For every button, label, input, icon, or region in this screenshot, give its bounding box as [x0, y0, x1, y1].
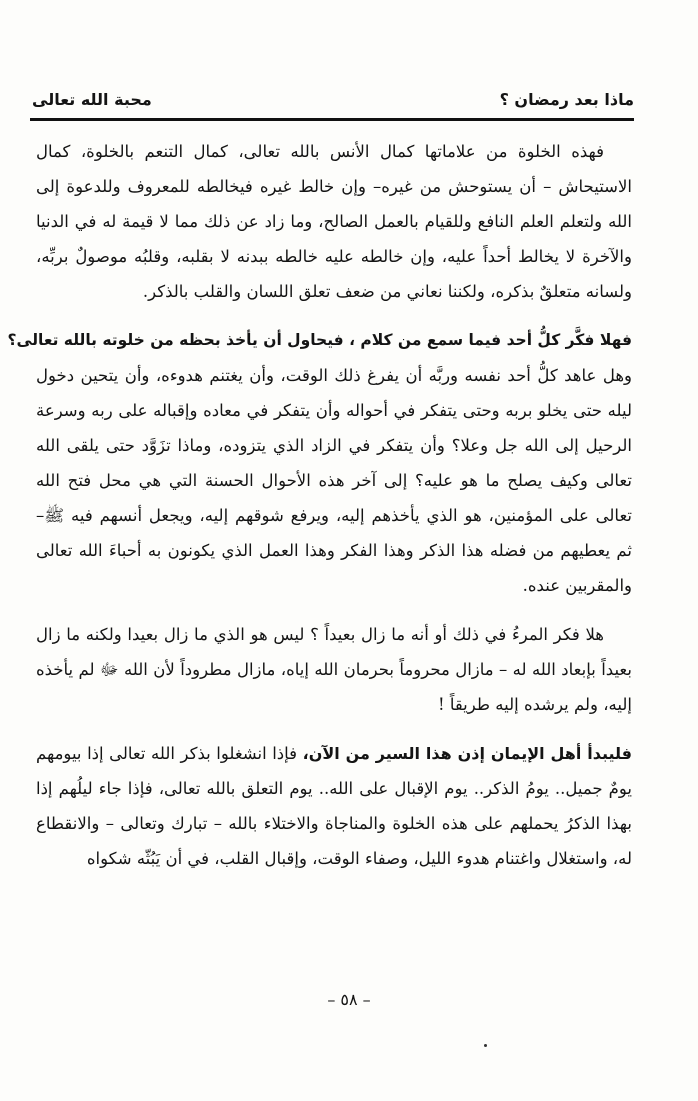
running-header	[32, 84, 634, 114]
book-title: ماذا بعد رمضان ؟	[499, 90, 634, 109]
scan-speck	[484, 1044, 487, 1047]
paragraph-4-lead: فليبدأ أهل الإيمان إذن هذا السير من الآن،	[302, 744, 633, 763]
paragraph-1: فهذه الخلوة من علاماتها كمال الأنس بالله تعالى، كمال التنعم بالخلوة، كمال الاستيحاش – أن يستوحش من غيره– وإن خالط غيره فيخالطه للمعروف وللدعوة إلى الله ولتعلم العلم النافع وللقيام بالعمل الصالح، وما زاد عن ذلك مما لا قيمة له في الدنيا والآخرة لا يخالط أحداً عليه، وإن خالطه عليه خالطه ببدنه لا بقلبه، وقلبُه موصولٌ بربِّه، ولسانه متعلقٌ بذكره، ولكننا نعاني من ضعف تعلق اللسان والقلب بالذكر.	[36, 142, 632, 301]
paragraph-3: هلا فكر المرءُ في ذلك أو أنه ما زال بعيداً ؟ ليس هو الذي ما زال بعيدا ولكنه ما زال بعيداً بإبعاد الله له – مازال محروماً بحرمان الله إياه، مازال مطروداً لأن الله ﷻ لم يأخذه إليه، ولم يرشده إليه طريقاً !	[36, 625, 632, 714]
page-number: – ٥٨ –	[327, 990, 371, 1009]
paragraph-4-text: فإذا انشغلوا بذكر الله تعالى إذا بيومهم يومٌ جميل.. يومُ الذكر.. يوم الإقبال على الله.. يوم التعلق بالله تعالى، فإذا جاء ليلُهم إذا بهذا الذكرُ يحملهم على هذه الخلوة والمناجاة والاختلاء بالله – تبارك وتعالى – والانقطاع له، واستغلال واغتنام هدوء الليل، وصفاء الوقت، وإقبال القلب، في أن يَبُثّه شكواه	[36, 744, 632, 868]
paragraph-4	[36, 736, 632, 876]
chapter-title: محبة الله تعالى	[32, 90, 152, 109]
section-question-heading: فهلا فكَّر كلُّ أحد فيما سمع من كلام ، فيحاول أن يأخذ بحظه من خلوته بالله تعالى؟	[7, 331, 632, 349]
header-rule	[30, 118, 634, 121]
page-body	[7, 134, 633, 876]
paragraph-2: وهل عاهد كلُّ أحد نفسه وربَّه أن يفرغ ذلك الوقت، وأن يغتنم هدوءه، وأن يتحين دخول ليله حتى يخلو بربه وحتى يتفكر في أحواله وأن يتفكر في معاده وإقباله على ربه وسرعة الرحيل إلى الله جل وعلا؟ وأن يتفكر في الزاد الذي يتزوده، وماذا تزَوَّد حتى يلقى الله تعالى وكيف يصلح ما هو عليه؟ إلى آخر هذه الأحوال الحسنة التي هي محل فتح الله تعالى على المؤمنين، هو الذي يأخذهم إليه، ويرفع شوقهم إليه، ويجعل أنسهم فيه ﷺ– ثم يعطيهم من فضله هذا الذكر وهذا الفكر وهذا العمل الذي يكونون به أحباءَ الله تعالى والمقربين عنده.	[36, 366, 632, 595]
